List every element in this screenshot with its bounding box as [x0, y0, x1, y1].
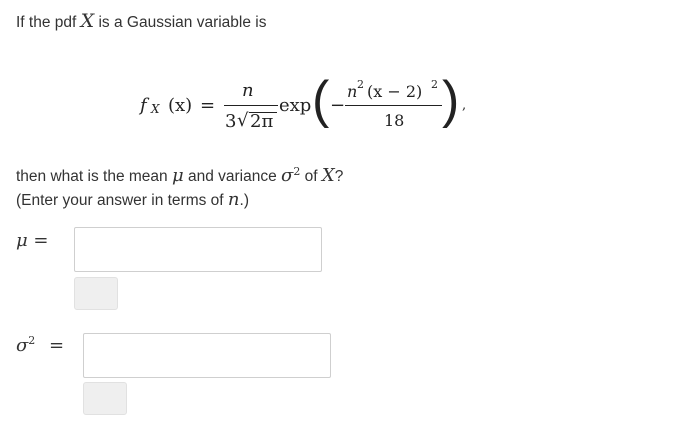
mu-label: μ = [16, 230, 49, 251]
question-text: If the pdf X is a Gaussian variable is [16, 10, 267, 32]
mu-answer-input[interactable] [74, 227, 322, 272]
right-paren: ) [442, 71, 460, 129]
formula-f: f [140, 95, 147, 116]
sigma-label: $\sigma^2$ = [16, 334, 65, 356]
pdf-formula [140, 71, 500, 138]
n-symbol: n [227, 189, 240, 211]
exp-denominator: 18 [384, 111, 405, 130]
exp-num-n: n [347, 82, 358, 101]
exp-function: exp [279, 95, 312, 116]
x-symbol: X [321, 165, 335, 187]
coef-den-2pi: 2π [250, 111, 274, 132]
coef-den-sqrt: √ [237, 110, 249, 131]
sigma-symbol: σ [281, 165, 294, 187]
coef-numerator: n [242, 80, 254, 101]
formula-f-argument: (x) [168, 95, 193, 116]
sigma-submit-button[interactable] [83, 382, 127, 415]
coef-den-3: 3 [225, 111, 237, 132]
exp-minus: − [330, 95, 346, 116]
exp-num-n-sup: 2 [357, 78, 364, 91]
formula-equals: = [200, 95, 216, 116]
exp-num-body: (x − 2) [367, 82, 423, 101]
exp-num-sup: 2 [431, 78, 438, 91]
mu-symbol: μ [171, 165, 184, 187]
variable-x: X [80, 10, 95, 32]
left-paren: ( [312, 71, 330, 129]
question-prompt: then what is the mean μ and variance $\sigma^2$ of X? (Enter your answer in terms of n.) [16, 165, 344, 211]
formula-f-subscript: X [151, 102, 160, 116]
sigma-answer-input[interactable] [83, 333, 331, 378]
mu-submit-button[interactable] [74, 277, 118, 310]
formula-comma: , [462, 98, 467, 113]
